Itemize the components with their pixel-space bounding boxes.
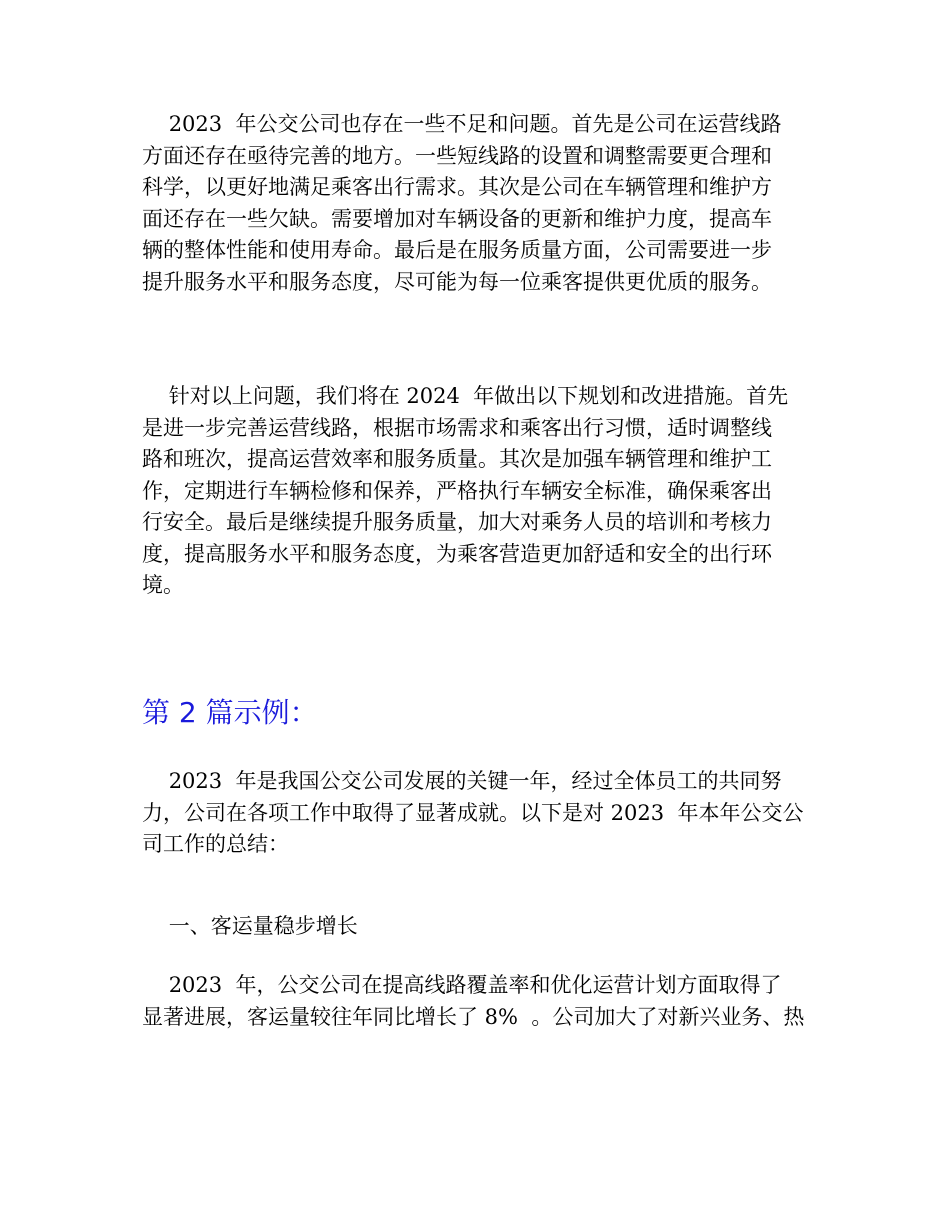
text-line: 力，公司在各项工作中取得了显著成就。以下是对 2023 年本年公交公 xyxy=(142,800,804,825)
text-line: 度，提高服务水平和服务态度，为乘客营造更加舒适和安全的出行环 xyxy=(142,541,772,566)
section-heading: 第 2 篇示例： xyxy=(142,696,318,729)
paragraph-ridership xyxy=(142,970,822,1033)
text-line: 2023 年，公交公司在提高线路覆盖率和优化运营计划方面取得了 xyxy=(142,973,782,997)
text-line: 科学，以更好地满足乘客出行需求。其次是公司在车辆管理和维护方 xyxy=(142,175,772,199)
text-line: 作，定期进行车辆检修和保养，严格执行车辆安全标准，确保乘客出 xyxy=(142,478,772,503)
text-line: 辆的整体性能和使用寿命。最后是在服务质量方面，公司需要进一步 xyxy=(142,238,772,262)
text-line: 方面还存在亟待完善的地方。一些短线路的设置和调整需要更合理和 xyxy=(142,143,772,168)
paragraph-plans xyxy=(142,381,822,602)
text-line: 2023 年是我国公交公司发展的关键一年，经过全体员工的共同努 xyxy=(142,769,782,793)
text-line: 是进一步完善运营线路，根据市场需求和乘客出行习惯，适时调整线 xyxy=(142,415,772,440)
text-line: 面还存在一些欠缺。需要增加对车辆设备的更新和维护力度，提高车 xyxy=(142,206,772,231)
text-line: 司工作的总结： xyxy=(142,832,289,856)
text-line: 路和班次，提高运营效率和服务质量。其次是加强车辆管理和维护工 xyxy=(142,447,772,471)
text-line: 显著进展，客运量较往年同比增长了 8% 。公司加大了对新兴业务、热 xyxy=(142,1004,805,1029)
paragraph-problems xyxy=(142,109,822,298)
text-line: 针对以上问题，我们将在 2024 年做出以下规划和改进措施。首先 xyxy=(142,384,789,408)
paragraph-intro xyxy=(142,766,822,861)
text-line: 一、客运量稳步增长 xyxy=(142,914,358,938)
text-line: 提升服务水平和服务态度，尽可能为每一位乘客提供更优质的服务。 xyxy=(142,269,772,294)
text-line: 2023 年公交公司也存在一些不足和问题。首先是公司在运营线路 xyxy=(142,112,782,136)
paragraph-subheading xyxy=(142,911,822,943)
text-line: 境。 xyxy=(142,573,184,597)
text-line: 行安全。最后是继续提升服务质量，加大对乘务人员的培训和考核力 xyxy=(142,510,772,534)
